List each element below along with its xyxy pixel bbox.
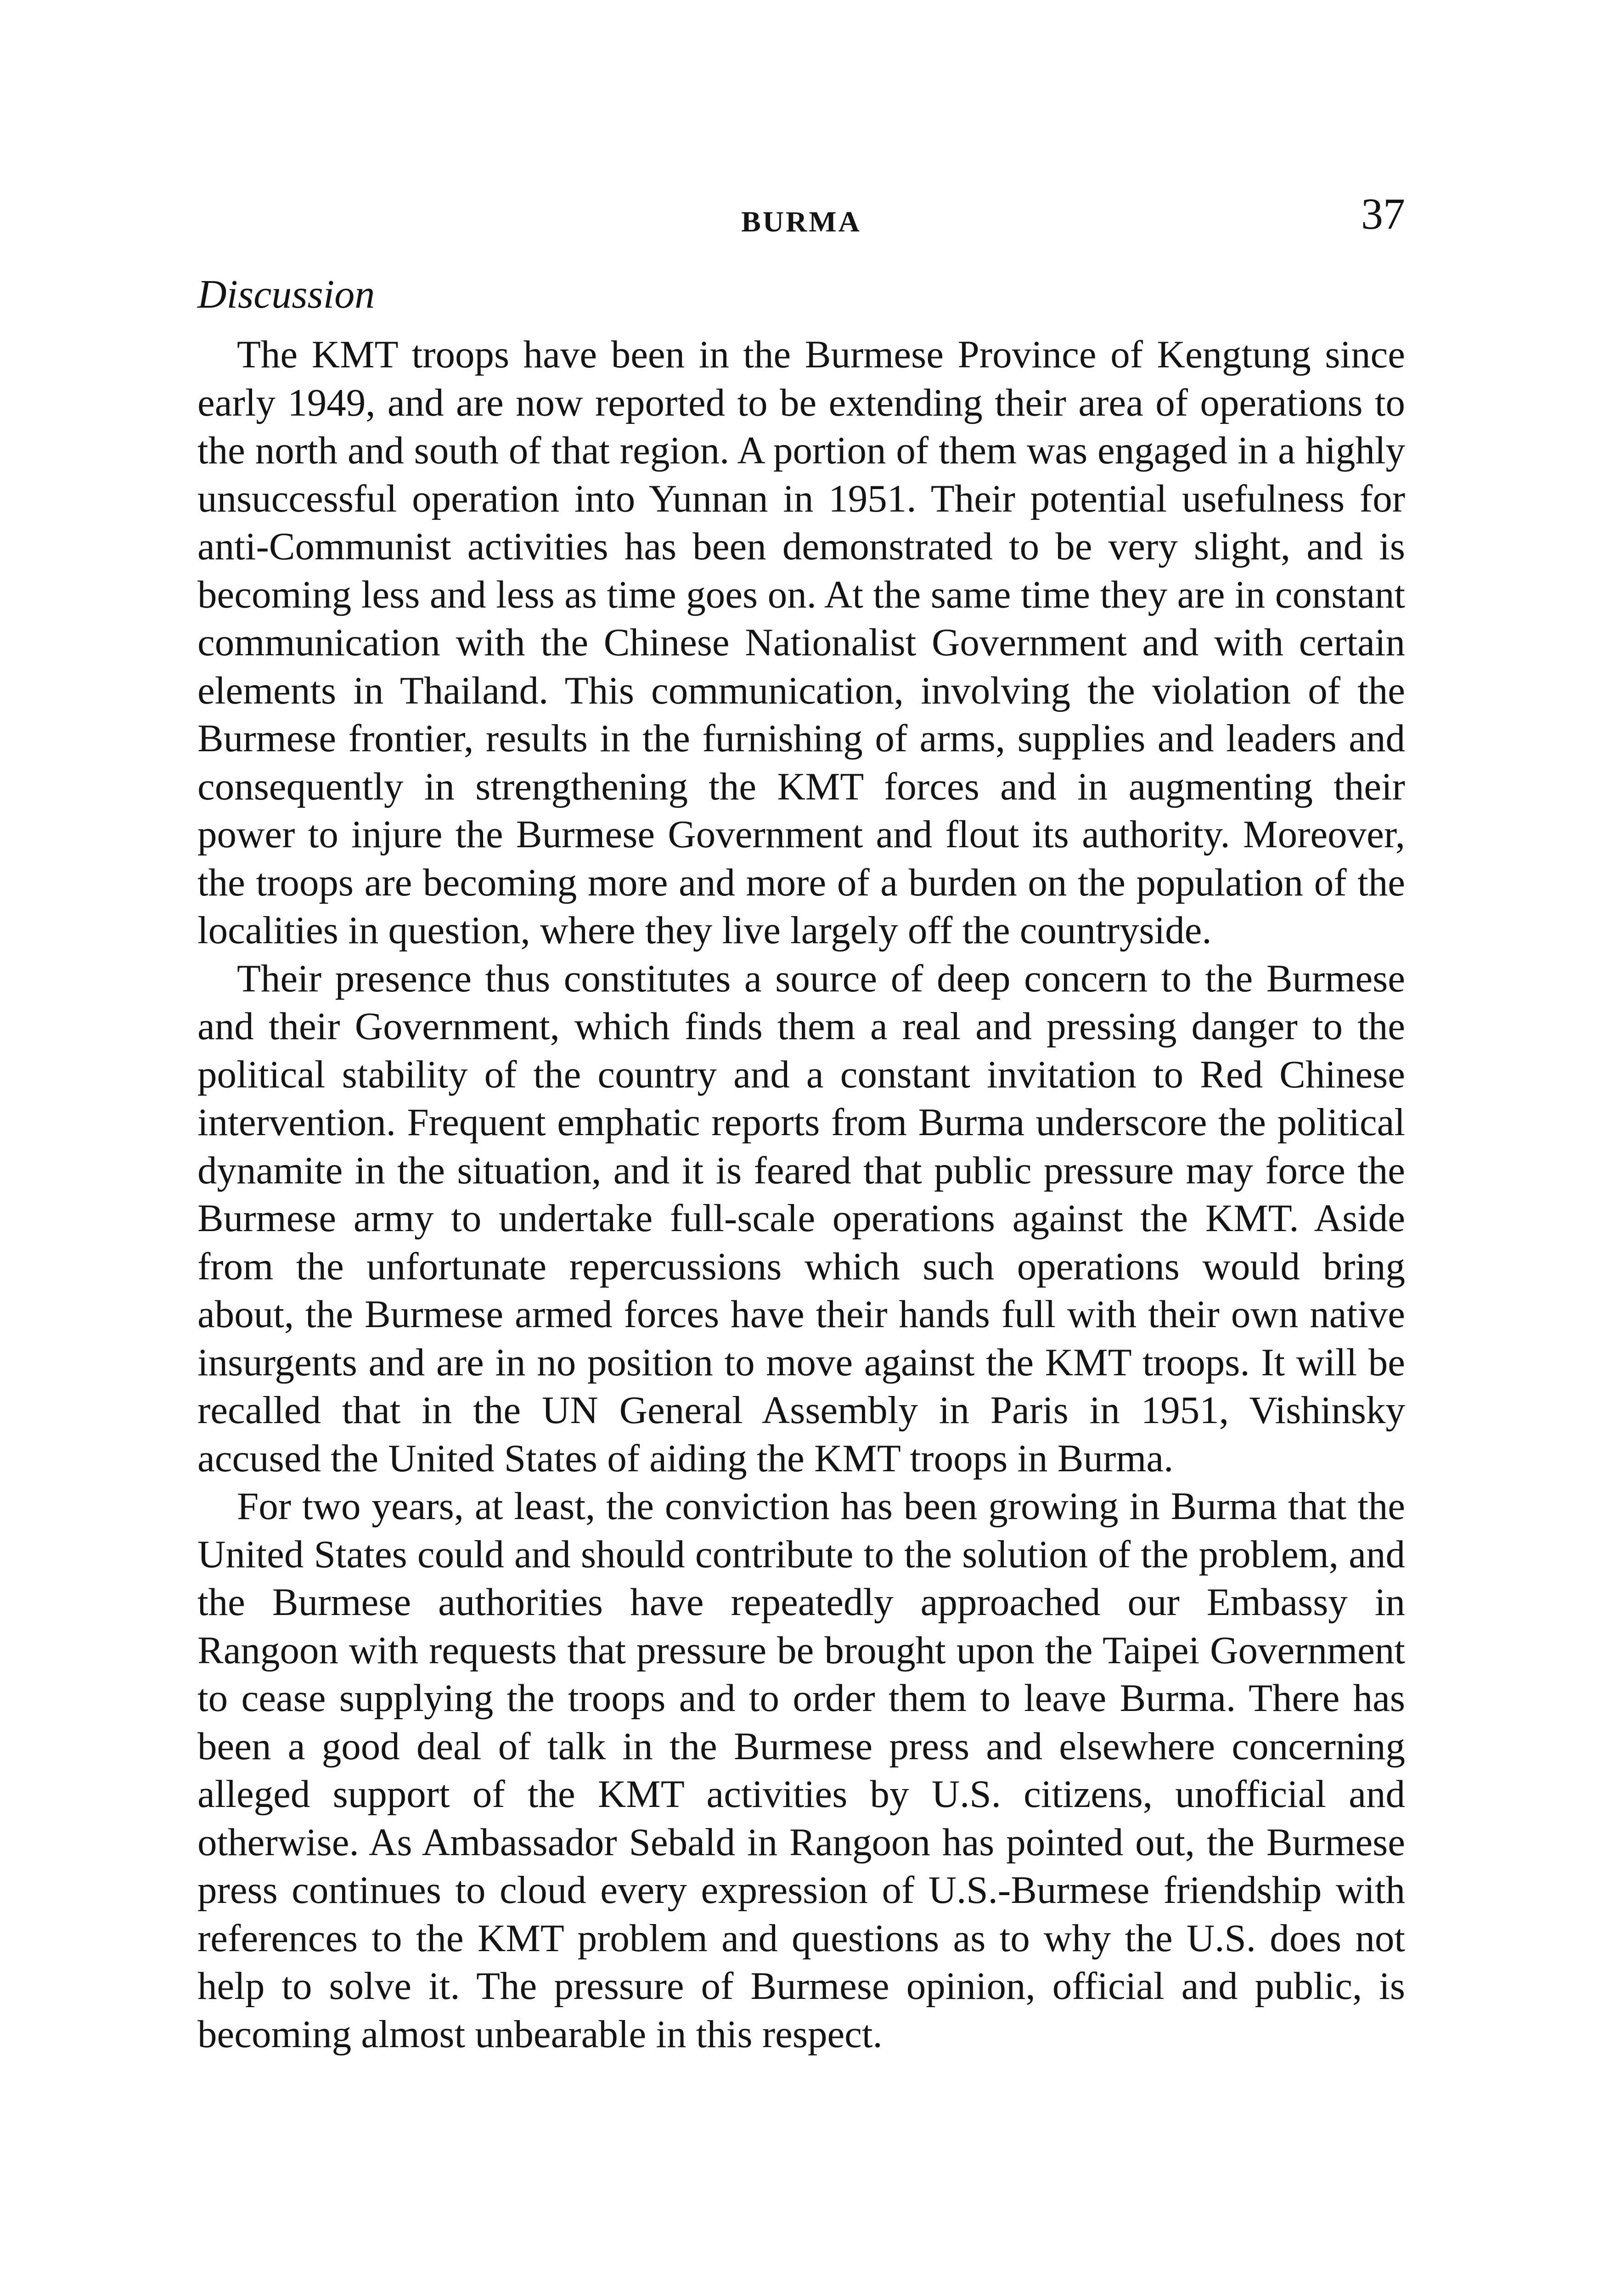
paragraph: Their presence thus constitutes a source of deep concern to the Burmese and their Government, which finds them a real and pressing danger to the political stability of the country and a constant invitation to Red Chinese intervention. Frequent emphatic reports from Burma underscore the political dynamite in the situation, and it is feared that public pressure may force the Burmese army to undertake full-scale operations against the KMT. Aside from the unfortunate repercussions which such operations would bring about, the Burmese armed forces have their hands full with their own native insurgents and are in no position to move against the KMT troops. It will be recalled that in the UN General Assembly in Paris in 1951, Vishinsky accused the United States of aiding the KMT troops in Burma. <box>197 957 1405 1480</box>
paragraph: The KMT troops have been in the Burmese Province of Kengtung since early 1949, and are now reported to be extending their area of operations to the north and south of that region. A portion of them was engaged in a highly unsuccessful operation into Yunnan in 1951. Their potential usefulness for anti-Communist activities has been demonstrated to be very slight, and is becoming less and less as time goes on. At the same time they are in constant communication with the Chinese Nationalist Government and with certain elements in Thailand. This communication, involving the violation of the Burmese frontier, results in the furnishing of arms, supplies and leaders and consequently in strengthening the KMT forces and in augmenting their power to injure the Burmese Government and flout its authority. Moreover, the troops are becoming more and more of a burden on the population of the localities in question, where they live largely off the countryside. <box>197 333 1405 952</box>
running-title: BURMA <box>741 205 861 238</box>
paragraph: For two years, at least, the conviction has been growing in Burma that the United States could and should contribute to the solution of the problem, and the Burmese authorities have repeatedly approached our Embassy in Rangoon with requests that pressure be brought upon the Taipei Government to cease supplying the troops and to order them to leave Burma. There has been a good deal of talk in the Burmese press and elsewhere concerning alleged support of the KMT activities by U.S. citizens, unofficial and otherwise. As Ambassador Sebald in Rangoon has pointed out, the Burmese press continues to cloud every expression of U.S.-Burmese friendship with references to the KMT problem and questions as to why the U.S. does not help to solve it. The pressure of Burmese opinion, official and public, is becoming almost unbearable in this respect. <box>197 1485 1405 2056</box>
running-header <box>197 189 1405 247</box>
page-number: 37 <box>1361 189 1405 238</box>
section-heading: Discussion <box>197 272 375 317</box>
body-text <box>197 271 1405 2058</box>
